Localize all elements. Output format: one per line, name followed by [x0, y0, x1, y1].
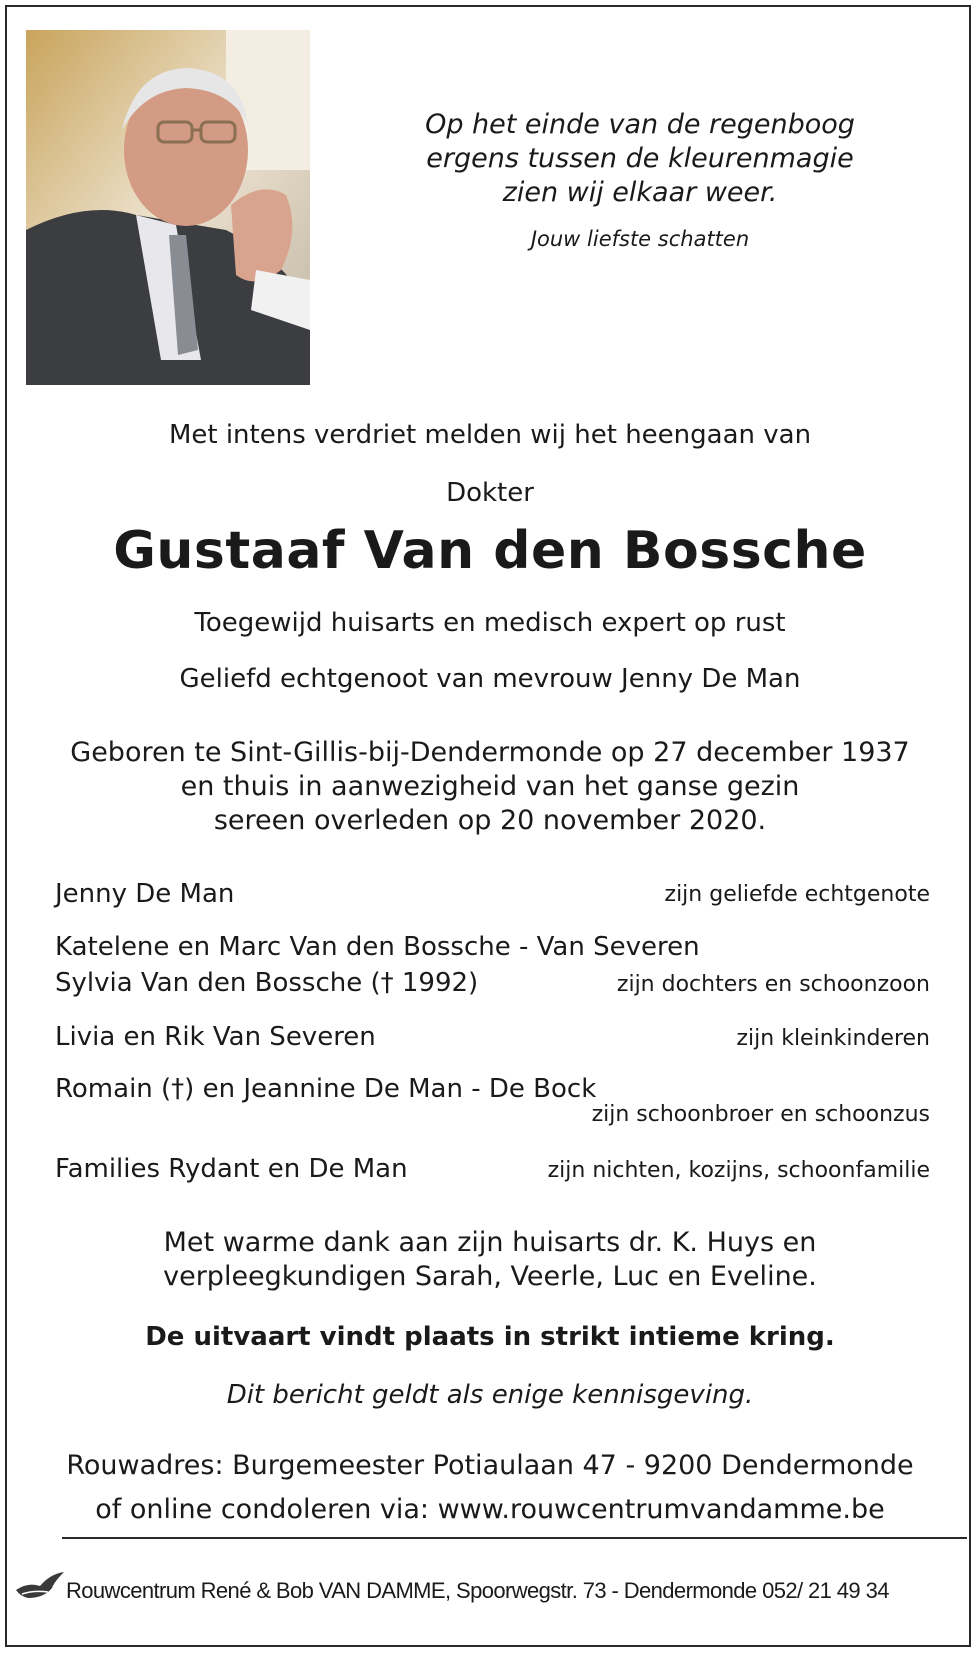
- thanks-text: [0, 1226, 980, 1294]
- title-text: Dokter: [446, 478, 534, 508]
- family-names: Livia en Rik Van Severen: [55, 1022, 376, 1052]
- funeral-home-footer: Rouwcentrum René & Bob VAN DAMME, Spoorwegstr. 73 - Dendermonde 052/ 21 49 34: [66, 1578, 889, 1603]
- family-relation: zijn schoonbroer en schoonzus: [591, 1102, 930, 1127]
- thanks-line: verpleegkundigen Sarah, Veerle, Luc en Eveline.: [163, 1261, 817, 1292]
- family-relation: zijn dochters en schoonzoon: [616, 972, 930, 997]
- life-line: sereen overleden op 20 november 2020.: [213, 805, 767, 836]
- thanks-line: Met warme dank aan zijn huisarts dr. K. Huys en: [163, 1227, 817, 1258]
- poem: [380, 108, 900, 210]
- profession-text: Toegewijd huisarts en medisch expert op rust: [194, 608, 786, 638]
- intro-text: Met intens verdriet melden wij het heengaan van: [168, 420, 812, 450]
- life-line: Geboren te Sint-Gillis-bij-Dendermonde op 27 december 1937: [70, 737, 910, 768]
- family-relation: zijn geliefde echtgenote: [664, 882, 930, 907]
- poem-line: zien wij elkaar weer.: [502, 177, 778, 208]
- condolence-line: of online condoleren via: www.rouwcentrumvandamme.be: [95, 1494, 885, 1525]
- deceased-name: Gustaaf Van den Bossche: [113, 521, 867, 581]
- life-line: en thuis in aanwezigheid van het ganse gezin: [180, 771, 800, 802]
- funeral-text: De uitvaart vindt plaats in strikt intieme kring.: [145, 1322, 835, 1352]
- family-names: Sylvia Van den Bossche († 1992): [55, 968, 479, 998]
- poem-signature: Jouw liefste schatten: [530, 227, 750, 251]
- spouse-text: Geliefd echtgenoot van mevrouw Jenny De Man: [179, 664, 801, 694]
- footer-divider: [62, 1537, 967, 1539]
- family-names: Jenny De Man: [55, 879, 235, 909]
- family-names: Families Rydant en De Man: [55, 1154, 408, 1184]
- life-dates: [0, 736, 980, 838]
- poem-line: Op het einde van de regenboog: [425, 109, 855, 140]
- family-names: Katelene en Marc Van den Bossche - Van Severen: [55, 932, 700, 962]
- poem-line: ergens tussen de kleurenmagie: [426, 143, 854, 174]
- family-relation: zijn kleinkinderen: [736, 1026, 930, 1051]
- portrait-photo: [26, 30, 310, 385]
- family-names: Romain (†) en Jeannine De Man - De Bock: [55, 1074, 597, 1104]
- address-line: Rouwadres: Burgemeester Potiaulaan 47 - 9200 Dendermonde: [66, 1450, 914, 1481]
- family-relation: zijn nichten, kozijns, schoonfamilie: [547, 1158, 930, 1183]
- dove-logo-icon: [14, 1568, 66, 1606]
- notice-text: Dit bericht geldt als enige kennisgeving.: [226, 1380, 754, 1410]
